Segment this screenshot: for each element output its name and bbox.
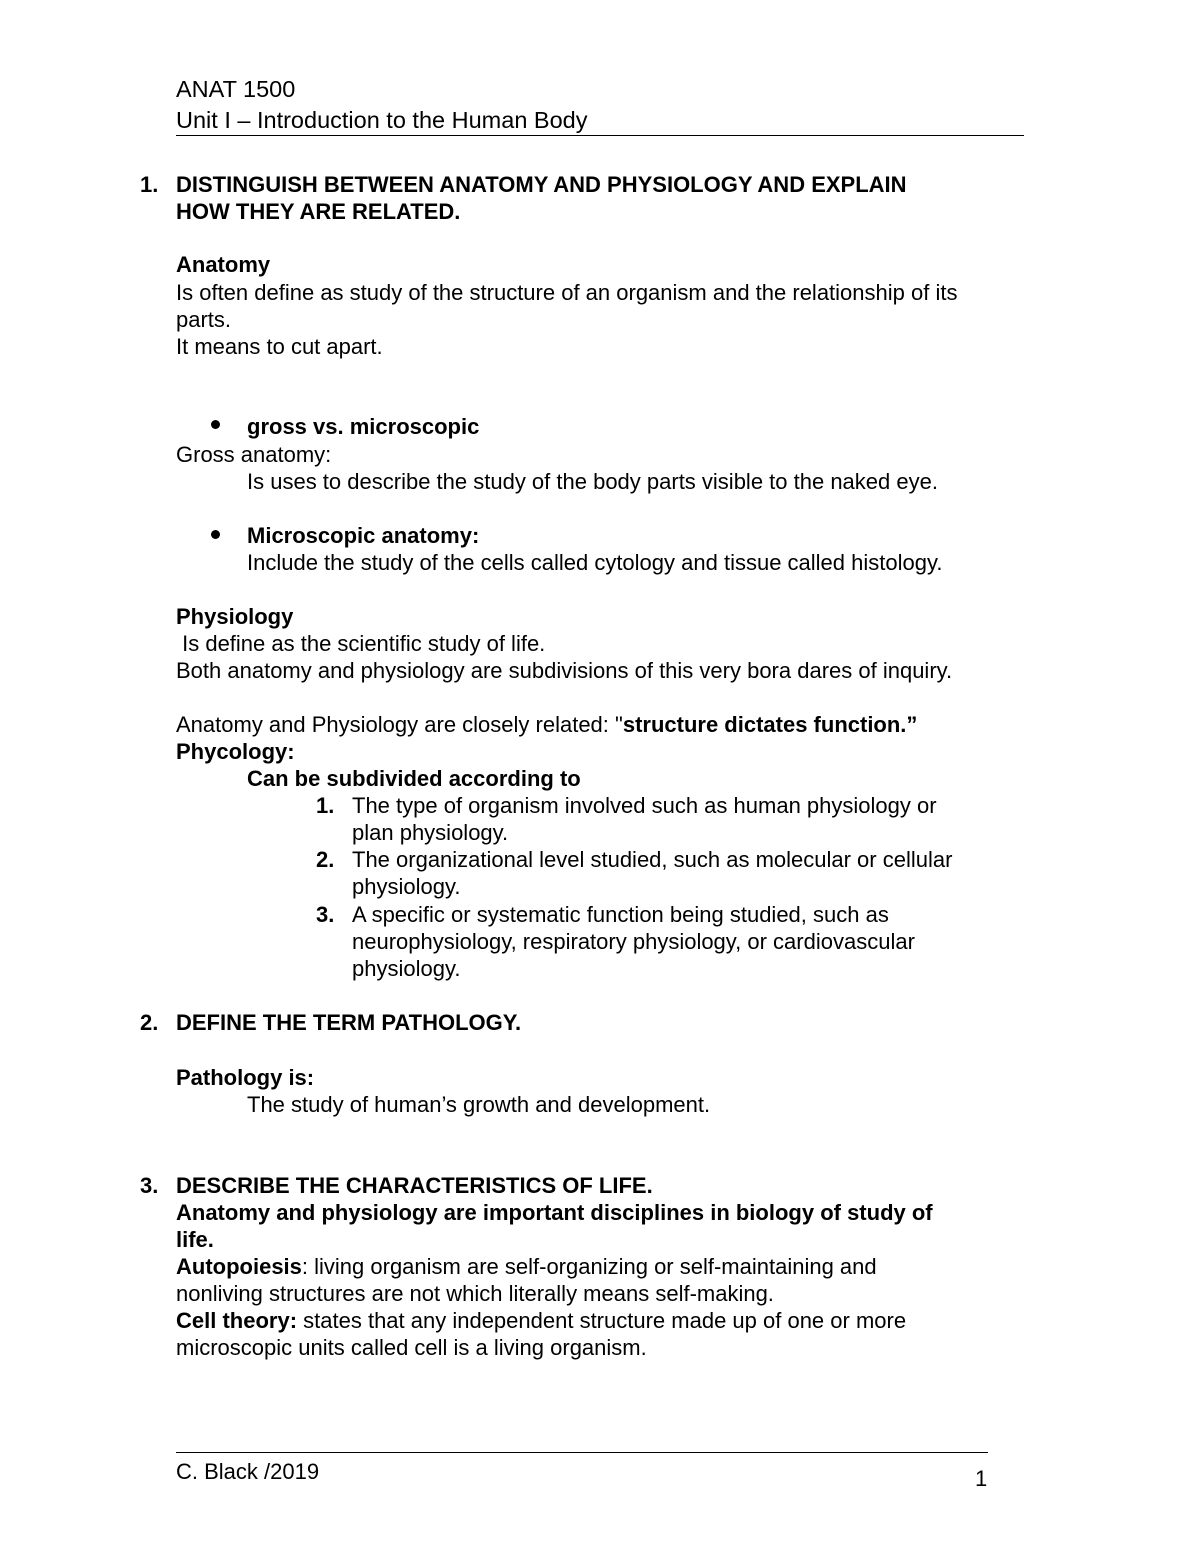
anatomy-title: Anatomy [176,252,271,277]
course-code: ANAT 1500 [176,76,296,102]
list-item-line: physiology. [352,874,461,899]
cell-theory-text: states that any independent structure made up of one or more [297,1308,907,1333]
gross-anatomy-text: Is uses to describe the study of the body parts visible to the naked eye. [247,469,938,494]
cell-theory-line1 [176,1307,906,1334]
q2-number: 2. [140,1010,159,1035]
microscopic-anatomy-text: Include the study of the cells called cytology and tissue called histology. [247,550,943,575]
pathology-text: The study of human’s growth and development. [247,1092,711,1117]
physiology-line2: Both anatomy and physiology are subdivisions of this very bora dares of inquiry. [176,658,953,683]
cell-theory-label: Cell theory: [176,1308,298,1333]
list-item-line: physiology. [352,956,461,981]
q3-bold-line1: Anatomy and physiology are important disciplines in biology of study of [176,1200,933,1225]
autopoiesis-line2: nonliving structures are not which literally means self-making. [176,1281,774,1306]
q2-heading: DEFINE THE TERM PATHOLOGY. [176,1010,522,1035]
list-item-line: The type of organism involved such as human physiology or [352,793,937,818]
physiology-title: Physiology [176,604,294,629]
bullet-gross-label: gross vs. microscopic [247,414,480,439]
physiology-line1: Is define as the scientific study of life. [176,631,546,656]
list-item-line: A specific or systematic function being studied, such as [352,902,889,927]
phycology-title: Phycology: [176,739,295,764]
related-line [176,711,917,738]
autopoiesis-line1 [176,1253,877,1280]
pathology-label: Pathology is: [176,1065,315,1090]
list-item-line: The organizational level studied, such as molecular or cellular [352,847,953,872]
related-prefix: Anatomy and Physiology are closely related: " [176,712,623,737]
q1-heading-line1: DISTINGUISH BETWEEN ANATOMY AND PHYSIOLOGY AND EXPLAIN [176,172,907,197]
footer-author: C. Black /2019 [176,1459,320,1484]
autopoiesis-label: Autopoiesis [176,1254,302,1279]
autopoiesis-text: : living organism are self-organizing or self-maintaining and [301,1254,877,1279]
page-number: 1 [975,1466,988,1491]
related-bold: structure dictates function.” [622,712,918,737]
anatomy-line1: Is often define as study of the structure of an organism and the relationship of its [176,280,958,305]
bullet-microscopic-label: Microscopic anatomy: [247,523,480,548]
q1-number: 1. [140,172,159,197]
footer-rule [176,1452,988,1453]
q1-heading-line2: HOW THEY ARE RELATED. [176,199,461,224]
bullet-icon [211,420,220,429]
q3-number: 3. [140,1173,159,1198]
cell-theory-line2: microscopic units called cell is a living organism. [176,1335,647,1360]
anatomy-line2: parts. [176,307,232,332]
anatomy-line3: It means to cut apart. [176,334,383,359]
list-number: 2. [316,847,335,872]
unit-title: Unit I – Introduction to the Human Body [176,107,588,133]
q3-heading: DESCRIBE THE CHARACTERISTICS OF LIFE. [176,1173,653,1198]
list-item-line: plan physiology. [352,820,509,845]
q3-bold-line2: life. [176,1227,214,1252]
gross-anatomy-sub: Gross anatomy: [176,442,332,467]
list-item-line: neurophysiology, respiratory physiology, or cardiovascular [352,929,915,954]
header-rule [176,135,1024,136]
list-number: 1. [316,793,335,818]
list-number: 3. [316,902,335,927]
phycology-sub: Can be subdivided according to [247,766,581,791]
bullet-icon [211,530,220,539]
